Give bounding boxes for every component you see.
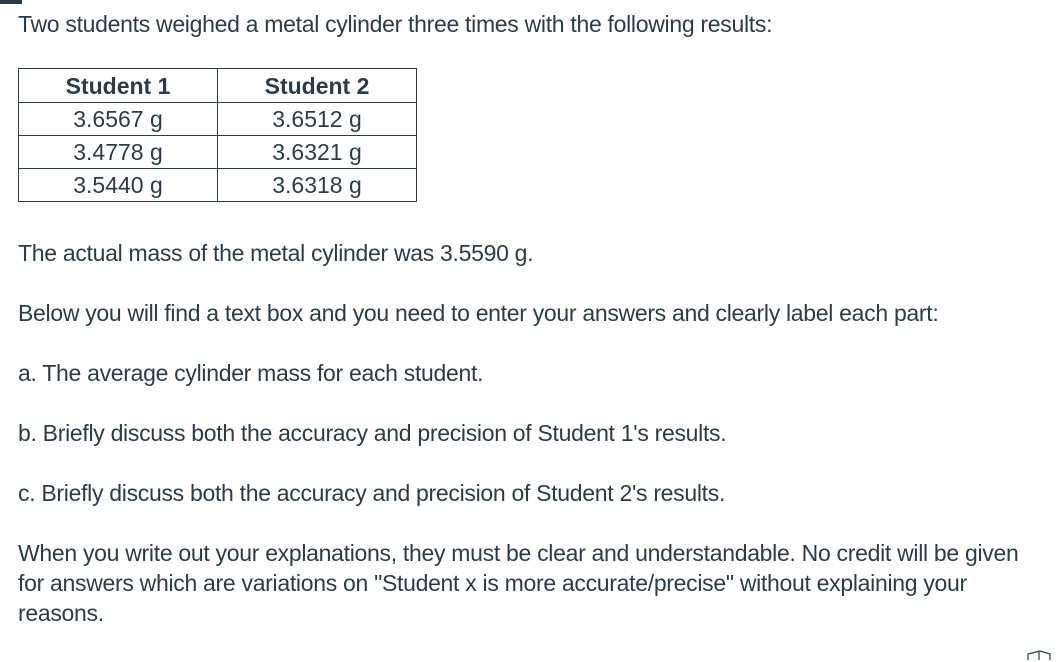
note-text: When you write out your explanations, they must be clear and understandable. No credit will be given for answers which are variations on "Student x is more accurate/precise" without explaining your reasons. (18, 540, 1019, 626)
part-c-text: c. Briefly discuss both the accuracy and precision of Student 2's results. (18, 480, 726, 506)
table-cell: 3.6512 g (218, 103, 417, 136)
results-table (18, 68, 417, 202)
actual-mass-text: The actual mass of the metal cylinder was 3.5590 g. (18, 240, 534, 266)
question-intro: Two students weighed a metal cylinder three times with the following results: (18, 11, 773, 37)
table-cell: 3.6567 g (19, 103, 218, 136)
part-a-text: a. The average cylinder mass for each student. (18, 360, 484, 386)
header-student-1: Student 1 (19, 69, 218, 103)
header-student-2: Student 2 (218, 69, 417, 103)
table-header-row (19, 69, 417, 103)
part-b-text: b. Briefly discuss both the accuracy and precision of Student 1's results. (18, 420, 727, 446)
top-edge-marker (0, 0, 22, 4)
table-cell: 3.6321 g (218, 136, 417, 169)
instructions-text: Below you will find a text box and you need to enter your answers and clearly label each part: (18, 300, 939, 326)
table-row (19, 103, 417, 136)
table-cell: 3.5440 g (19, 169, 218, 202)
table-cell: 3.4778 g (19, 136, 218, 169)
table-cell: 3.6318 g (218, 169, 417, 202)
table-row (19, 136, 417, 169)
table-row (19, 169, 417, 202)
pencil-icon[interactable] (1026, 650, 1052, 660)
